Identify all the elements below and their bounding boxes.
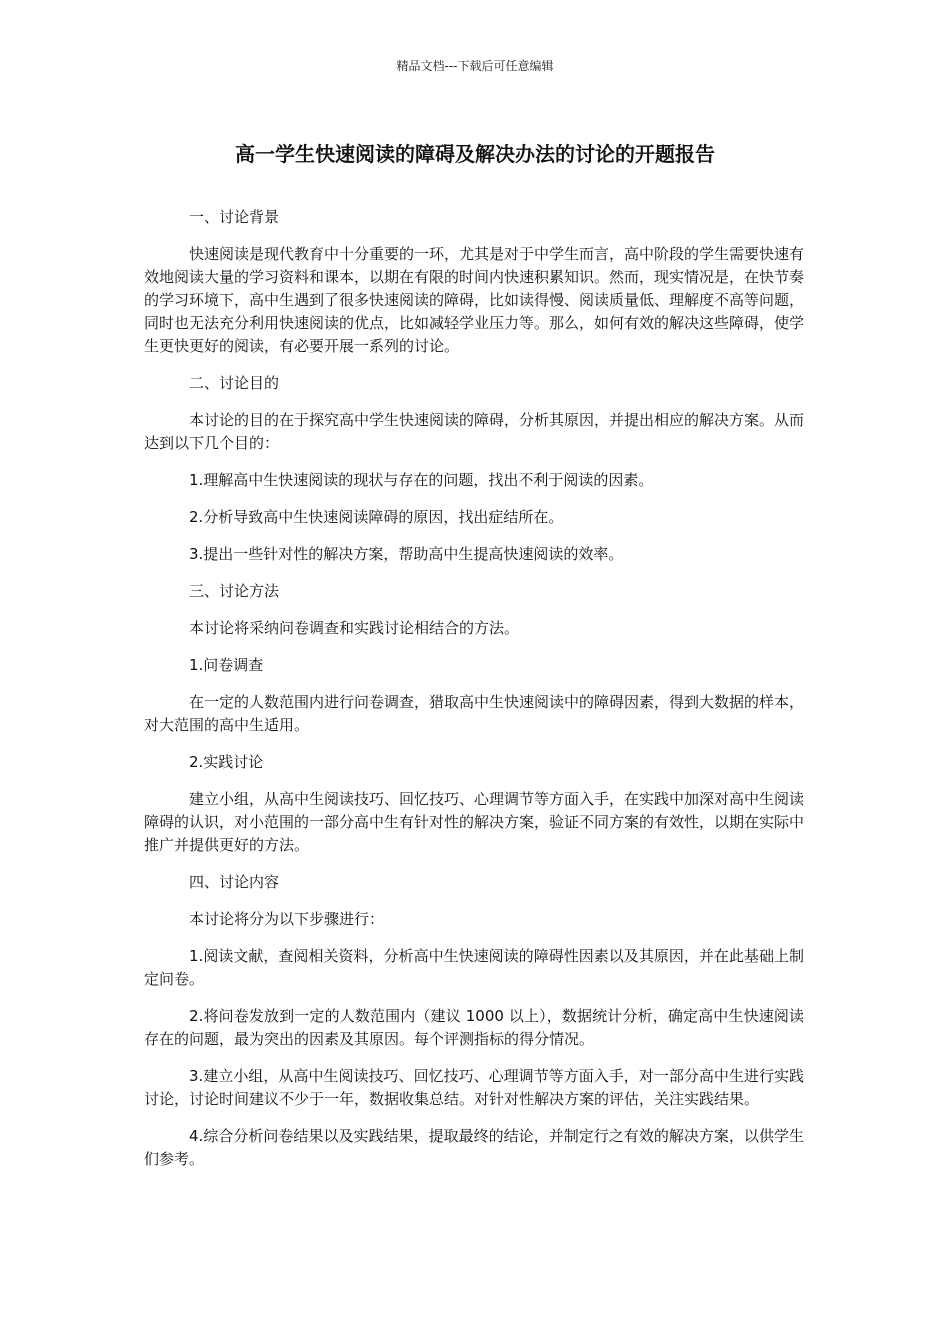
section-heading-content: 四、讨论内容 xyxy=(189,873,280,891)
section-heading-background: 一、讨论背景 xyxy=(189,208,280,226)
paragraph-survey: 在一定的人数范围内进行问卷调查，猎取高中生快速阅读中的障碍因素，得到大数据的样本，对大范围的高中生适用。 xyxy=(144,693,805,734)
paragraph-purpose-intro: 本讨论的目的在于探究高中学生快速阅读的障碍，分析其原因，并提出相应的解决方案。从而达到以下几个目的： xyxy=(144,411,805,452)
method-heading-practice: 2.实践讨论 xyxy=(189,753,264,771)
document-title: 高一学生快速阅读的障碍及解决办法的讨论的开题报告 xyxy=(235,142,715,166)
paragraph-background: 快速阅读是现代教育中十分重要的一环，尤其是对于中学生而言，高中阶段的学生需要快速有效地阅读大量的学习资料和课本，以期在有限的时间内快速积累知识。然而，现实情况是，在快节奏的学习环境下，高中生遇到了很多快速阅读的障碍，比如读得慢、阅读质量低、理解度不高等问题，同时也无法充分利用快速阅读的优点，比如减轻学业压力等。那么，如何有效的解决这些障碍，使学生更快更好的阅读，有必要开展一系列的讨论。 xyxy=(144,245,805,355)
content-step-1: 1.阅读文献，查阅相关资料，分析高中生快速阅读的障碍性因素以及其原因，并在此基础上制定问卷。 xyxy=(144,947,804,988)
paragraph-method-intro: 本讨论将采纳问卷调查和实践讨论相结合的方法。 xyxy=(189,619,520,637)
purpose-item-1: 1.理解高中生快速阅读的现状与存在的问题，找出不利于阅读的因素。 xyxy=(189,471,654,489)
purpose-item-3: 3.提出一些针对性的解决方案，帮助高中生提高快速阅读的效率。 xyxy=(189,545,624,563)
section-heading-purpose: 二、讨论目的 xyxy=(189,374,280,392)
paragraph-content-intro: 本讨论将分为以下步骤进行： xyxy=(189,910,385,928)
document-body xyxy=(144,206,804,1185)
content-step-4: 4.综合分析问卷结果以及实践结果，提取最终的结论，并制定行之有效的解决方案，以供学生们参考。 xyxy=(144,1127,804,1168)
content-step-2: 2.将问卷发放到一定的人数范围内（建议 1000 以上），数据统计分析，确定高中生快速阅读存在的问题，最为突出的因素及其原因。每个评测指标的得分情况。 xyxy=(144,1007,804,1048)
content-step-3: 3.建立小组，从高中生阅读技巧、回忆技巧、心理调节等方面入手，对一部分高中生进行实践讨论，讨论时间建议不少于一年，数据收集总结。对针对性解决方案的评估，关注实践结果。 xyxy=(144,1067,804,1108)
method-heading-survey: 1.问卷调查 xyxy=(189,656,264,674)
section-heading-method: 三、讨论方法 xyxy=(189,582,280,600)
paragraph-practice: 建立小组，从高中生阅读技巧、回忆技巧、心理调节等方面入手，在实践中加深对高中生阅读障碍的认识，对小范围的一部分高中生有针对性的解决方案，验证不同方案的有效性，以期在实际中推广并提供更好的方法。 xyxy=(144,790,805,854)
purpose-item-2: 2.分析导致高中生快速阅读障碍的原因，找出症结所在。 xyxy=(189,508,564,526)
header-note: 精品文档---下载后可任意编辑 xyxy=(396,59,554,73)
